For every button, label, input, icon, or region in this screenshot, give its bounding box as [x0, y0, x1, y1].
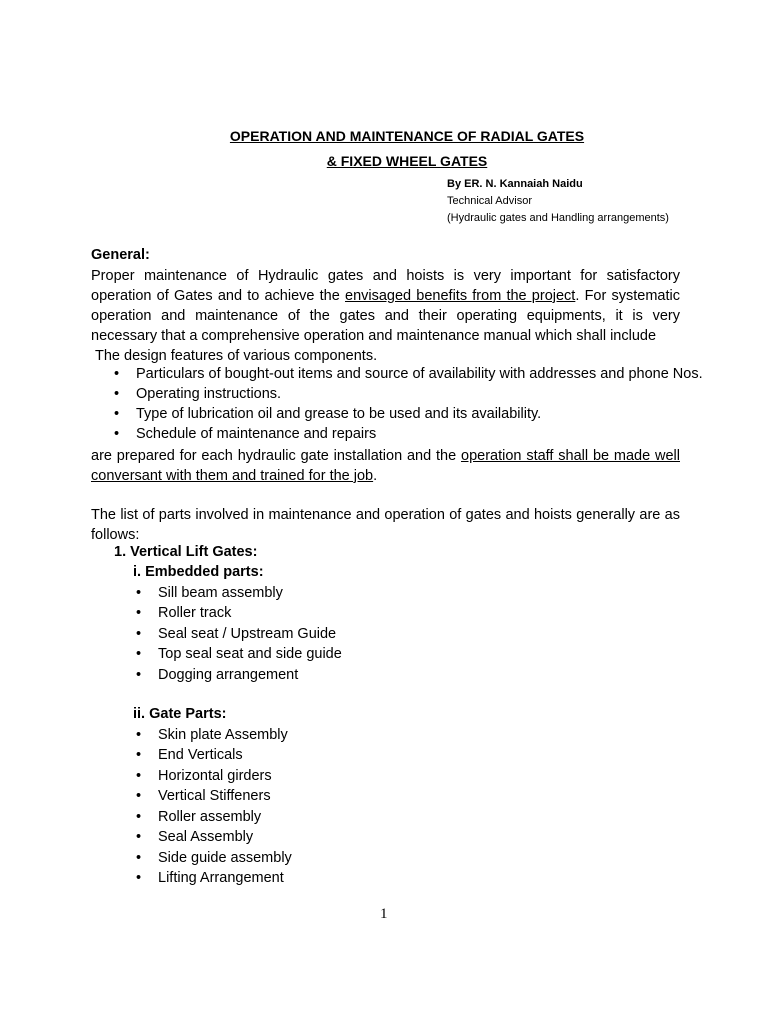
list-item: Lifting Arrangement [158, 870, 284, 886]
para-text: are prepared for each hydraulic gate installation and the [91, 448, 462, 464]
bullet-icon: • [136, 626, 142, 642]
general-para-line-4: necessary that a comprehensive operation and maintenance manual which shall include [91, 328, 657, 344]
list-item: Seal Assembly [158, 829, 254, 845]
list-item: Seal seat / Upstream Guide [158, 626, 337, 642]
general-para-line-3: operation and maintenance of the gates and their operating equipments, it is very [91, 308, 680, 324]
bullet-item: Type of lubrication oil and grease to be used and its availability. [136, 406, 542, 422]
underlined-text: conversant with them and trained for the job [91, 468, 374, 484]
list-item: Sill beam assembly [158, 585, 283, 601]
bullet-icon: • [114, 386, 120, 402]
author-dept: (Hydraulic gates and Handling arrangements) [447, 212, 669, 224]
list-item: Skin plate Assembly [158, 727, 288, 743]
title-line-1: OPERATION AND MAINTENANCE OF RADIAL GATES [229, 128, 585, 144]
bullet-icon: • [136, 788, 142, 804]
bullet-icon: • [136, 667, 142, 683]
bullet-icon: • [136, 870, 142, 886]
bullet-icon: • [136, 747, 142, 763]
underlined-text: envisaged benefits from the project [345, 288, 576, 304]
general-para2-line-1 [91, 446, 680, 466]
bullet-icon: • [136, 809, 142, 825]
author-name: By ER. N. Kannaiah Naidu [447, 178, 583, 190]
general-para2-line-2 [91, 466, 377, 486]
bullet-item: Schedule of maintenance and repairs [136, 426, 377, 442]
list-item: Roller assembly [158, 809, 262, 825]
subsection-heading-embedded: i. Embedded parts: [133, 564, 264, 580]
bullet-icon: • [136, 605, 142, 621]
bullet-icon: • [136, 727, 142, 743]
underlined-text: operation staff shall be made well [461, 448, 680, 464]
author-role: Technical Advisor [447, 195, 532, 207]
bullet-item: Operating instructions. [136, 386, 282, 402]
subsection-heading-gate-parts: ii. Gate Parts: [133, 706, 227, 722]
bullet-icon: • [114, 426, 120, 442]
general-para-line-5: The design features of various components. [95, 348, 378, 364]
bullet-icon: • [114, 406, 120, 422]
parts-intro-line-1: The list of parts involved in maintenance and operation of gates and hoists generally are as [91, 507, 680, 523]
bullet-icon: • [114, 366, 120, 382]
bullet-icon: • [136, 768, 142, 784]
para-text: . For systematic [575, 288, 680, 304]
list-item: Side guide assembly [158, 850, 292, 866]
general-para-line-1: Proper maintenance of Hydraulic gates and hoists is very important for satisfactory [91, 268, 680, 284]
para-text: operation of Gates and to achieve the [91, 288, 345, 304]
bullet-icon: • [136, 646, 142, 662]
list-item: Dogging arrangement [158, 667, 299, 683]
section-heading: 1. Vertical Lift Gates: [114, 544, 258, 560]
list-item: Roller track [158, 605, 232, 621]
parts-intro-line-2: follows: [91, 527, 140, 543]
page-number: 1 [380, 906, 388, 922]
bullet-icon: • [136, 829, 142, 845]
list-item: Top seal seat and side guide [158, 646, 342, 662]
list-item: End Verticals [158, 747, 243, 763]
general-heading: General: [91, 247, 150, 263]
list-item: Vertical Stiffeners [158, 788, 271, 804]
bullet-icon: • [136, 585, 142, 601]
general-para-line-2 [91, 286, 680, 306]
para-text: . [373, 468, 378, 484]
list-item: Horizontal girders [158, 768, 272, 784]
bullet-item: Particulars of bought-out items and source of availability with addresses and phone Nos. [136, 366, 703, 382]
title-line-2: & FIXED WHEEL GATES [326, 153, 488, 169]
bullet-icon: • [136, 850, 142, 866]
